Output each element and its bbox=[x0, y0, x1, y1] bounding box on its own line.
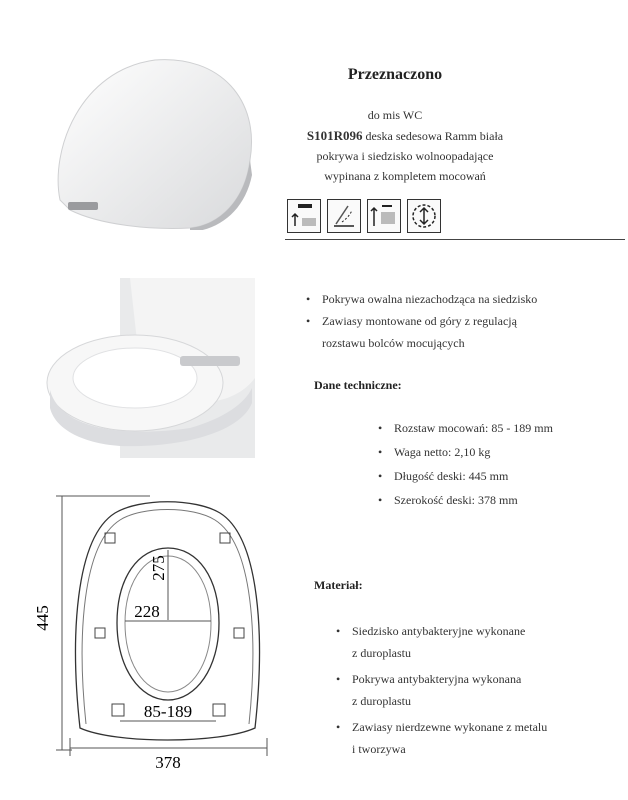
material-list bbox=[330, 620, 620, 760]
tech-list bbox=[372, 416, 622, 512]
feature-continuation: rozstawu bolców mocujących bbox=[322, 336, 465, 350]
list-item bbox=[330, 620, 620, 664]
product-photo-closed bbox=[40, 50, 255, 230]
material-heading: Materiał: bbox=[314, 578, 363, 592]
material-line: • Siedzisko antybakteryjne wykonane bbox=[352, 624, 526, 638]
list-item: • Waga netto: 2,10 kg bbox=[372, 440, 622, 464]
features-list bbox=[300, 288, 620, 332]
model-code: S101R096 bbox=[306, 128, 363, 143]
page-title: Przeznaczono bbox=[347, 66, 443, 83]
dim-hinge-spacing: 85-189 bbox=[143, 702, 193, 721]
list-item: • Rozstaw mocowań: 85 - 189 mm bbox=[372, 416, 622, 440]
material-line: z duroplastu bbox=[352, 694, 411, 708]
list-item: • Długość deski: 445 mm bbox=[372, 464, 622, 488]
soft-close-icon bbox=[327, 199, 361, 233]
desc-line-2: pokrywa i siedzisko wolnoopadające bbox=[316, 149, 494, 163]
list-item bbox=[330, 668, 620, 712]
desc-line-1: deska sedesowa Ramm biała bbox=[362, 129, 504, 143]
tech-heading: Dane techniczne: bbox=[314, 378, 402, 392]
dim-width: 378 bbox=[155, 753, 181, 772]
list-item: • Szerokość deski: 378 mm bbox=[372, 488, 622, 512]
antibacterial-icon bbox=[407, 199, 441, 233]
desc-line-3: wypinana z kompletem mocowań bbox=[324, 169, 486, 183]
material-line: i tworzywa bbox=[352, 742, 406, 756]
top-mount-icon bbox=[287, 199, 321, 233]
product-photo-open bbox=[40, 278, 255, 458]
dim-inner-length: 275 bbox=[149, 555, 168, 581]
product-description bbox=[260, 126, 550, 186]
material-line: • Pokrywa antybakteryjna wykonana bbox=[352, 672, 522, 686]
list-item: • Pokrywa owalna niezachodząca na siedzisko bbox=[300, 288, 620, 310]
subtitle: do mis WC bbox=[367, 108, 423, 122]
material-line: • Zawiasy nierdzewne wykonane z metalu bbox=[352, 720, 548, 734]
feature-icons bbox=[287, 199, 441, 235]
technical-drawing bbox=[20, 488, 280, 778]
divider bbox=[285, 239, 625, 240]
dim-length: 445 bbox=[33, 605, 52, 631]
material-line: z duroplastu bbox=[352, 646, 411, 660]
dim-inner-width: 228 bbox=[134, 602, 160, 621]
list-item bbox=[330, 716, 620, 760]
list-item: • Zawiasy montowane od góry z regulacją bbox=[300, 310, 620, 332]
quick-release-icon bbox=[367, 199, 401, 233]
